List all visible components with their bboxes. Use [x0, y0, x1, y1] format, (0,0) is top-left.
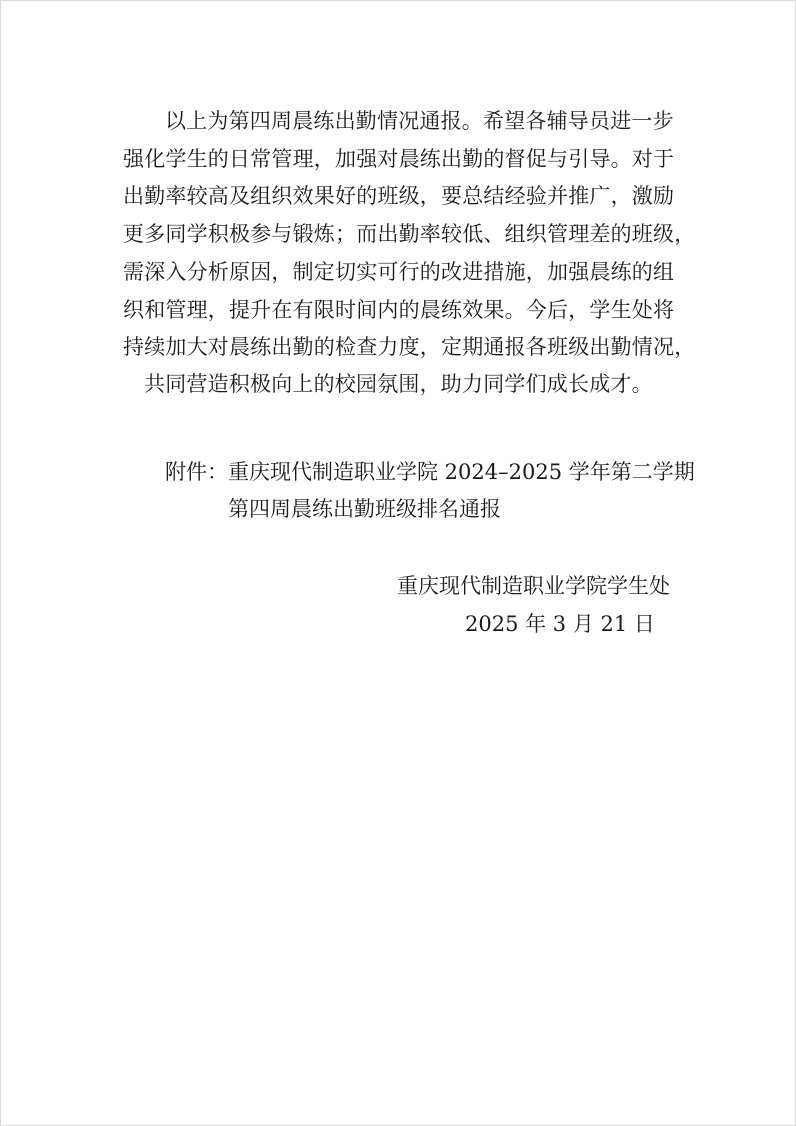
signature-date: 2025 年 3 月 21 日	[465, 612, 655, 636]
body-line-3: 出勤率较高及组织效果好的班级，要总结经验并推广，激励	[123, 184, 675, 208]
body-line-7: 持续加大对晨练出勤的检查力度，定期通报各班级出勤情况，	[123, 335, 696, 359]
attachment-line-2: 第四周晨练出勤班级排名通报	[228, 497, 501, 521]
body-line-8: 共同营造积极向上的校园氛围，助力同学们成长成才。	[144, 372, 653, 396]
body-line-6: 织和管理，提升在有限时间内的晨练效果。今后，学生处将	[123, 298, 675, 322]
attachment-line-1: 附件：重庆现代制造职业学院 2024–2025 学年第二学期	[165, 460, 695, 484]
body-line-4: 更多同学积极参与锻炼；而出勤率较低、组织管理差的班级，	[123, 222, 696, 246]
body-line-5: 需深入分析原因，制定切实可行的改进措施，加强晨练的组	[123, 260, 675, 284]
signature-org: 重庆现代制造职业学院学生处	[397, 574, 670, 598]
body-line-2: 强化学生的日常管理，加强对晨练出勤的督促与引导。对于	[123, 147, 675, 171]
body-line-1: 以上为第四周晨练出勤情况通报。希望各辅导员进一步	[165, 109, 674, 133]
